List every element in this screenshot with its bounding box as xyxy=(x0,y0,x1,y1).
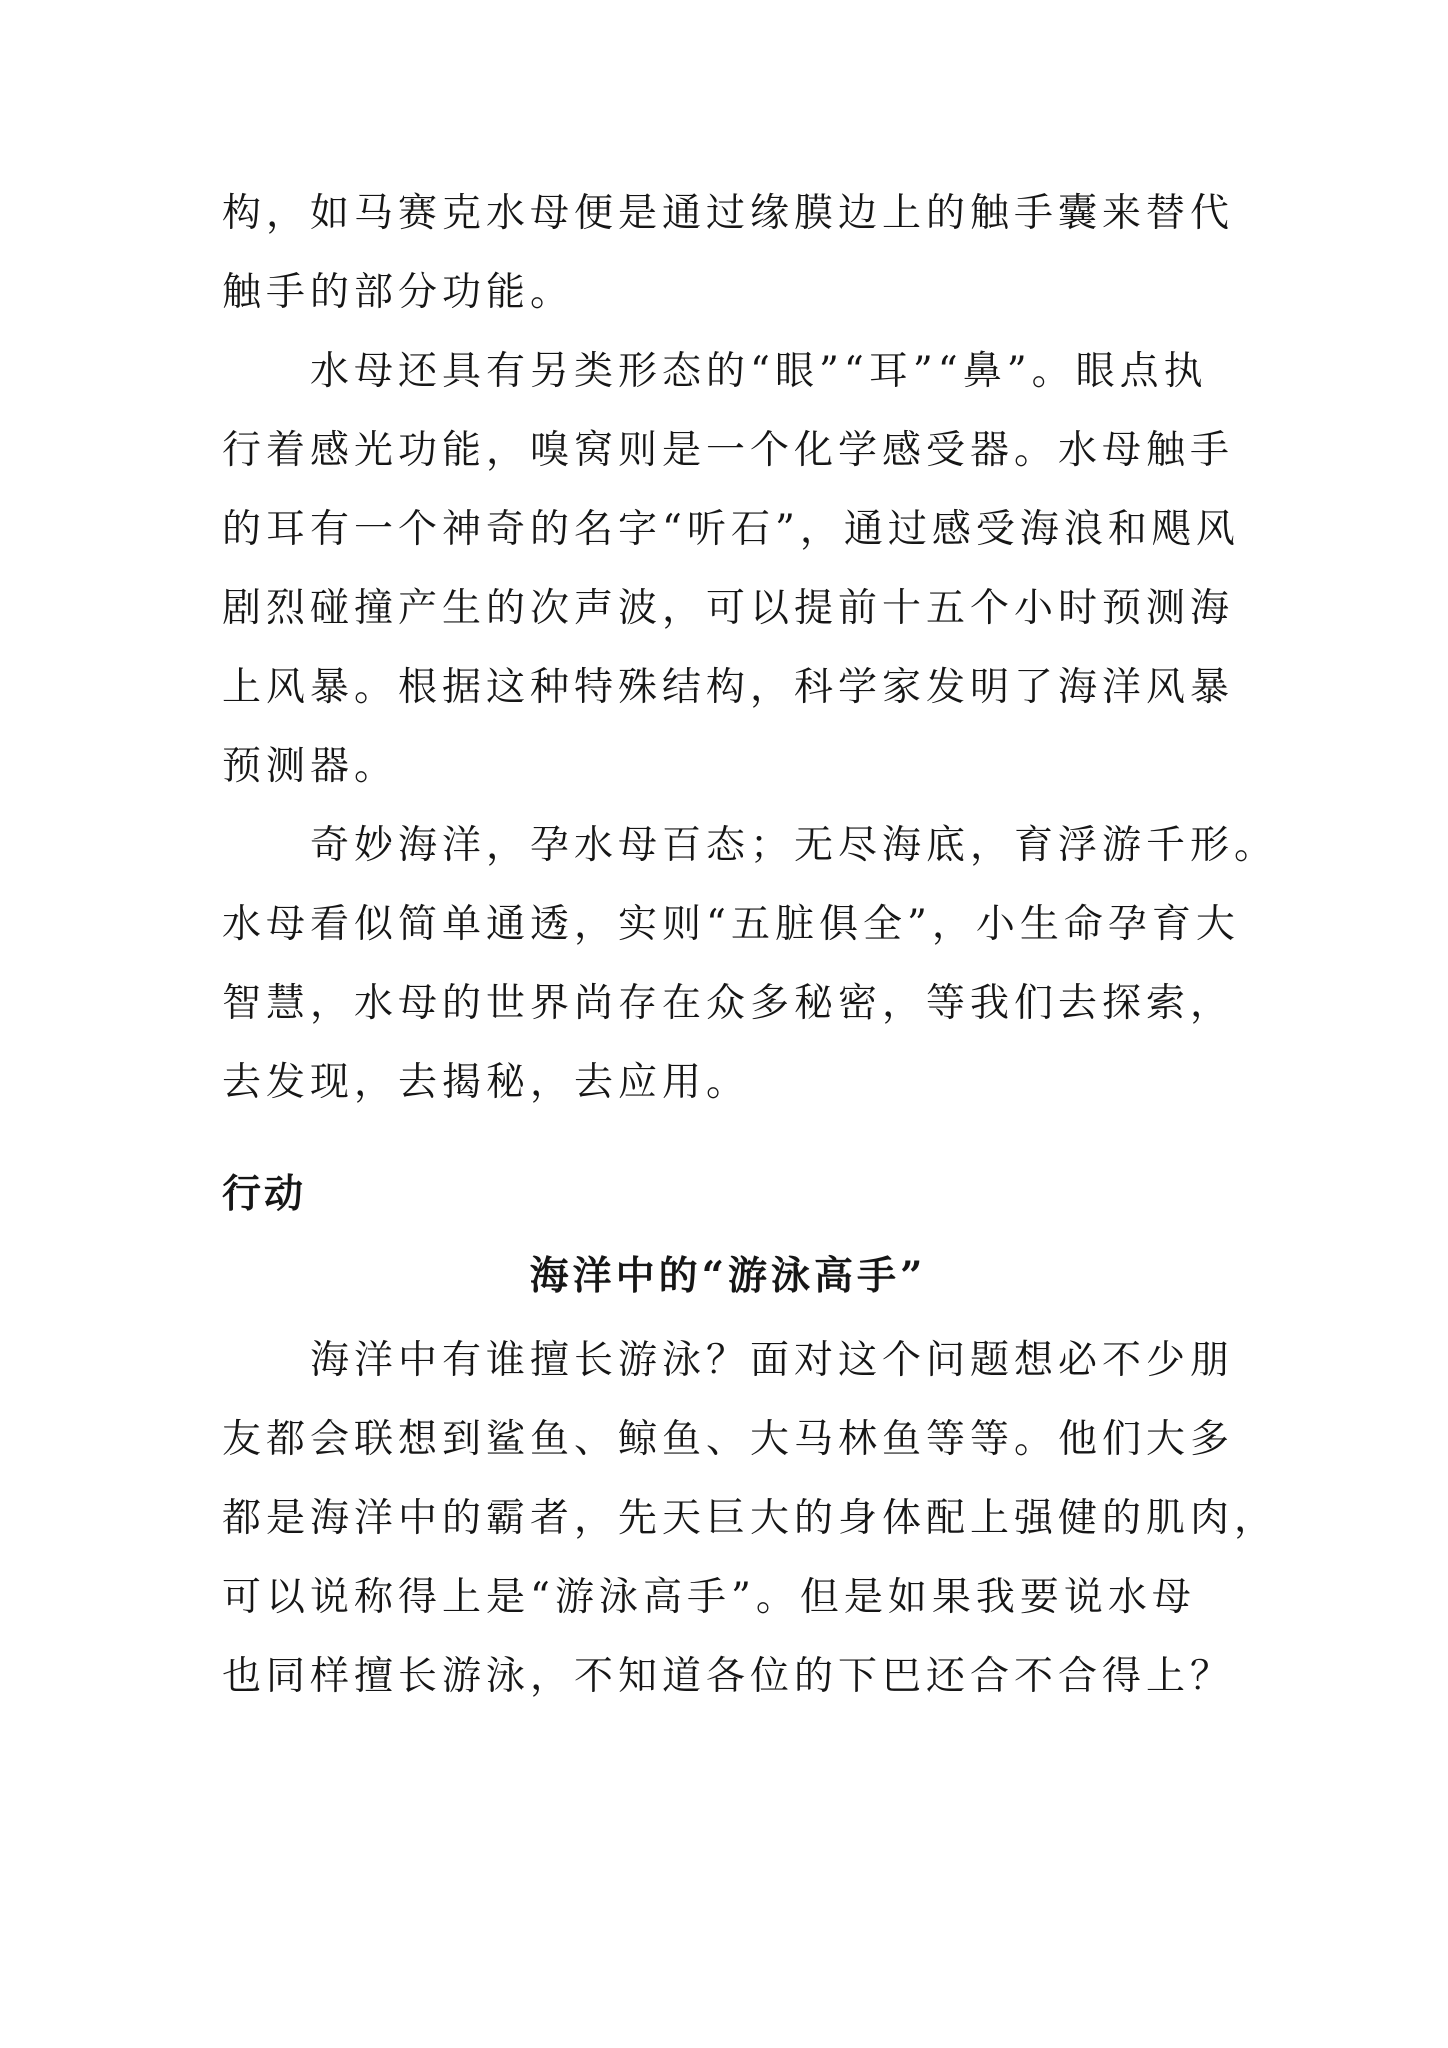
body-text-top xyxy=(222,174,1279,1122)
paragraph-1-line-1: 构，如马赛克水母便是通过缘膜边上的触手囊来替代 xyxy=(222,191,1235,236)
paragraph-3-line-1: 奇妙海洋，孕水母百态；无尽海底，育浮游千形。 xyxy=(310,823,1279,868)
paragraph-3-line-2: 水母看似简单通透，实则“五脏俱全”，小生命孕育大 xyxy=(222,902,1240,947)
article-title: 海洋中的“游泳高手” xyxy=(529,1253,927,1299)
paragraph-2-line-4: 剧烈碰撞产生的次声波，可以提前十五个小时预测海 xyxy=(222,586,1235,631)
paragraph-2-line-3: 的耳有一个神奇的名字“听石”，通过感受海浪和飓风 xyxy=(222,507,1240,552)
paragraph-3-line-4: 去发现，去揭秘，去应用。 xyxy=(222,1060,751,1105)
paragraph-4-line-2: 友都会联想到鲨鱼、鲸鱼、大马林鱼等等。他们大多 xyxy=(222,1417,1235,1462)
paragraph-2-line-5: 上风暴。根据这种特殊结构，科学家发明了海洋风暴 xyxy=(222,665,1235,710)
paragraph-4-line-3: 都是海洋中的霸者，先天巨大的身体配上强健的肌肉， xyxy=(222,1496,1279,1541)
section-heading: 行动 xyxy=(222,1171,307,1217)
paragraph-4-line-5: 也同样擅长游泳，不知道各位的下巴还合不合得上？ xyxy=(222,1654,1235,1699)
paragraph-2-line-1: 水母还具有另类形态的“眼”“耳”“鼻”。眼点执 xyxy=(310,349,1208,394)
paragraph-2-line-2: 行着感光功能，嗅窝则是一个化学感受器。水母触手 xyxy=(222,428,1235,473)
paragraph-4-line-1: 海洋中有谁擅长游泳？面对这个问题想必不少朋 xyxy=(310,1338,1235,1383)
paragraph-3-line-3: 智慧，水母的世界尚存在众多秘密，等我们去探索， xyxy=(222,981,1235,1026)
paragraph-1-line-2: 触手的部分功能。 xyxy=(222,270,575,315)
paragraph-2-line-6: 预测器。 xyxy=(222,744,399,789)
paragraph-4-line-4: 可以说称得上是“游泳高手”。但是如果我要说水母 xyxy=(222,1575,1196,1620)
body-text-bottom xyxy=(222,1321,1279,1716)
